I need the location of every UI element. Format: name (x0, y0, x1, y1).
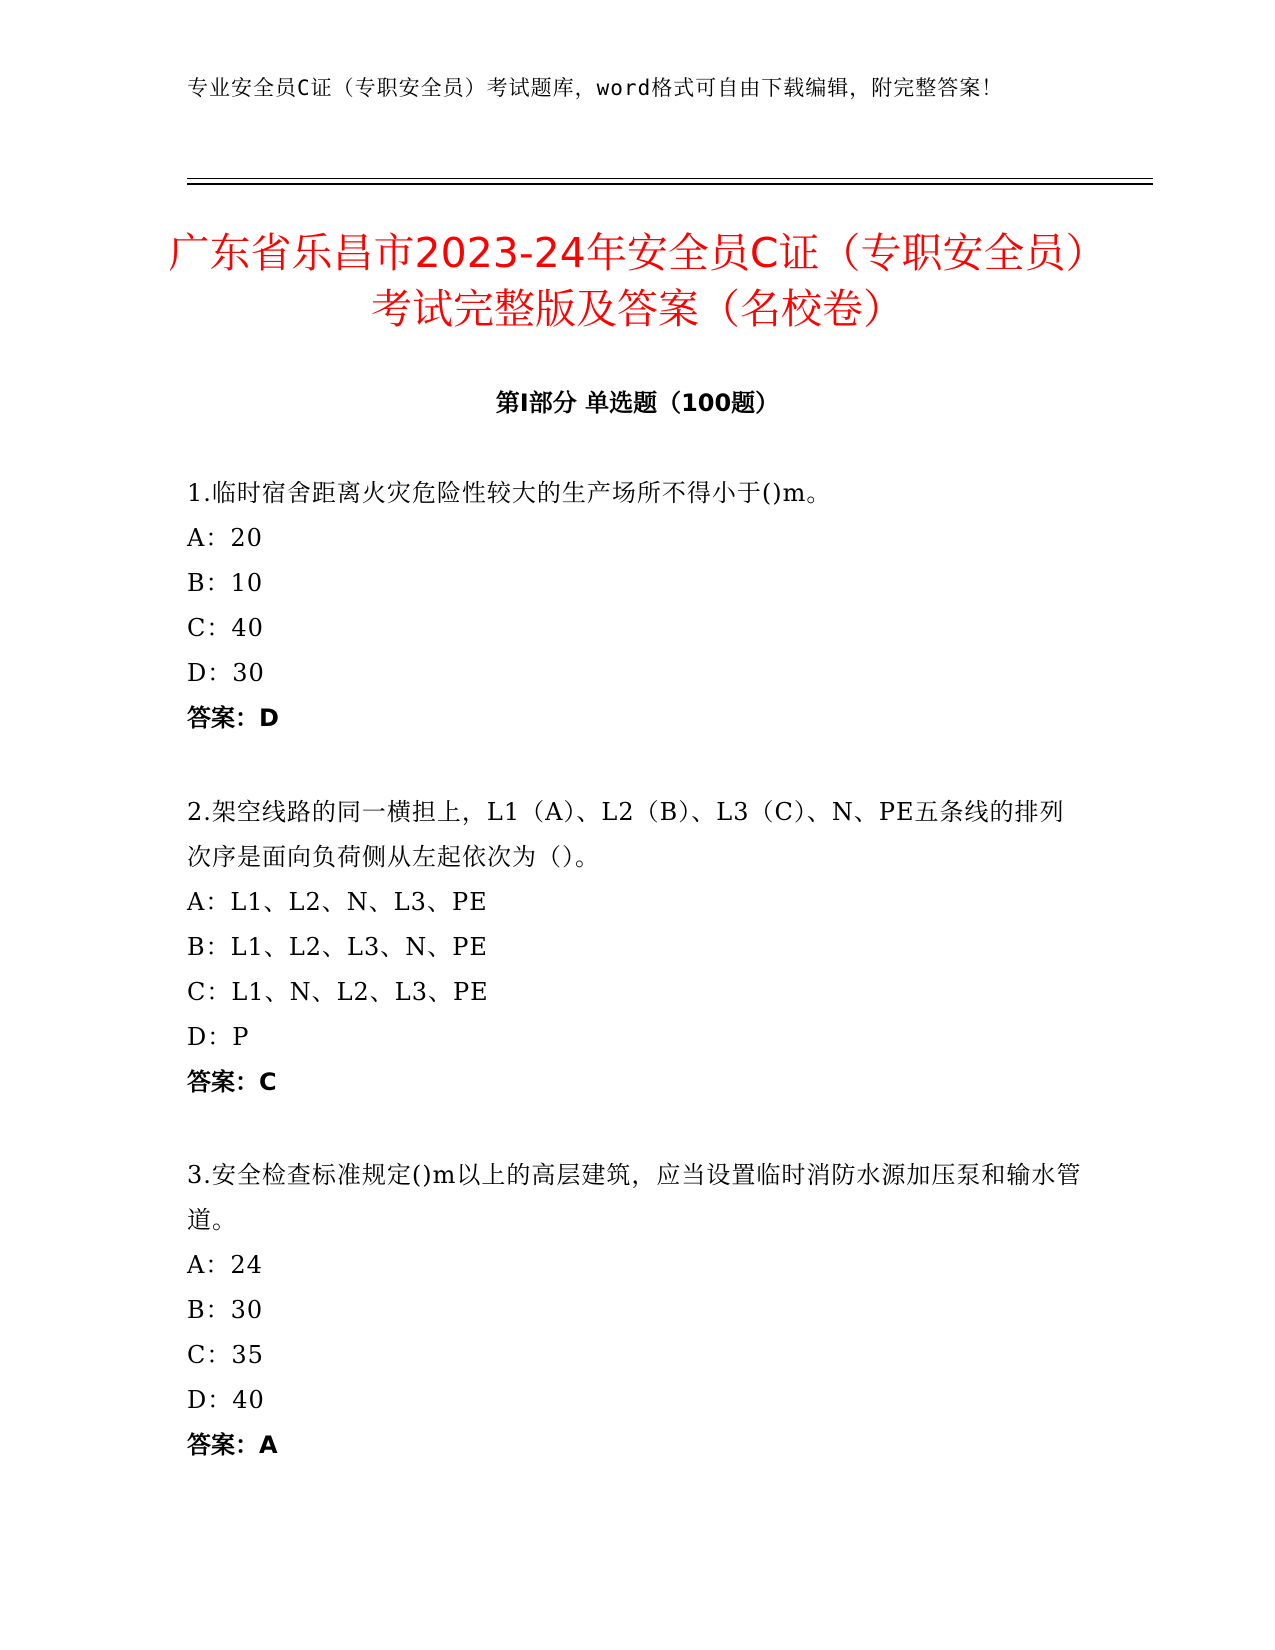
option-d: D：40 (187, 1386, 265, 1414)
answer-line: 答案：C (187, 1068, 277, 1096)
question-text: 1.临时宿舍距离火灾危险性较大的生产场所不得小于()m。 (187, 479, 832, 507)
header-divider-thin (187, 178, 1153, 179)
answer-line: 答案：A (187, 1431, 278, 1459)
option-c: C：40 (187, 614, 264, 642)
document-title: 广东省乐昌市2023-24年安全员C证（专职安全员）考试完整版及答案（名校卷） (168, 229, 1107, 333)
question-2 (187, 790, 1087, 1105)
option-c: C：L1、N、L2、L3、PE (187, 978, 489, 1006)
header-note: 专业安全员C证（专职安全员）考试题库，word格式可自由下载编辑，附完整答案！ (187, 76, 1004, 100)
option-b: B：10 (187, 569, 264, 597)
option-b: B：L1、L2、L3、N、PE (187, 933, 488, 961)
option-a: A：24 (187, 1251, 263, 1279)
option-d: D：P (187, 1023, 250, 1051)
question-text: 2.架空线路的同一横担上，L1（A）、L2（B）、L3（C）、N、PE五条线的排列次序是面向负荷侧从左起依次为（）。 (187, 798, 1065, 871)
option-d: D：30 (187, 659, 265, 687)
section-title: 第I部分 单选题（100题） (495, 389, 780, 417)
option-a: A：20 (187, 524, 263, 552)
option-a: A：L1、L2、N、L3、PE (187, 888, 488, 916)
option-b: B：30 (187, 1296, 264, 1324)
question-text: 3.安全检查标准规定()m以上的高层建筑，应当设置临时消防水源加压泵和输水管道。 (187, 1161, 1082, 1234)
answer-line: 答案：D (187, 704, 279, 732)
header-divider-thick (187, 183, 1153, 185)
question-1 (187, 471, 1087, 741)
question-3 (187, 1153, 1087, 1468)
option-c: C：35 (187, 1341, 264, 1369)
